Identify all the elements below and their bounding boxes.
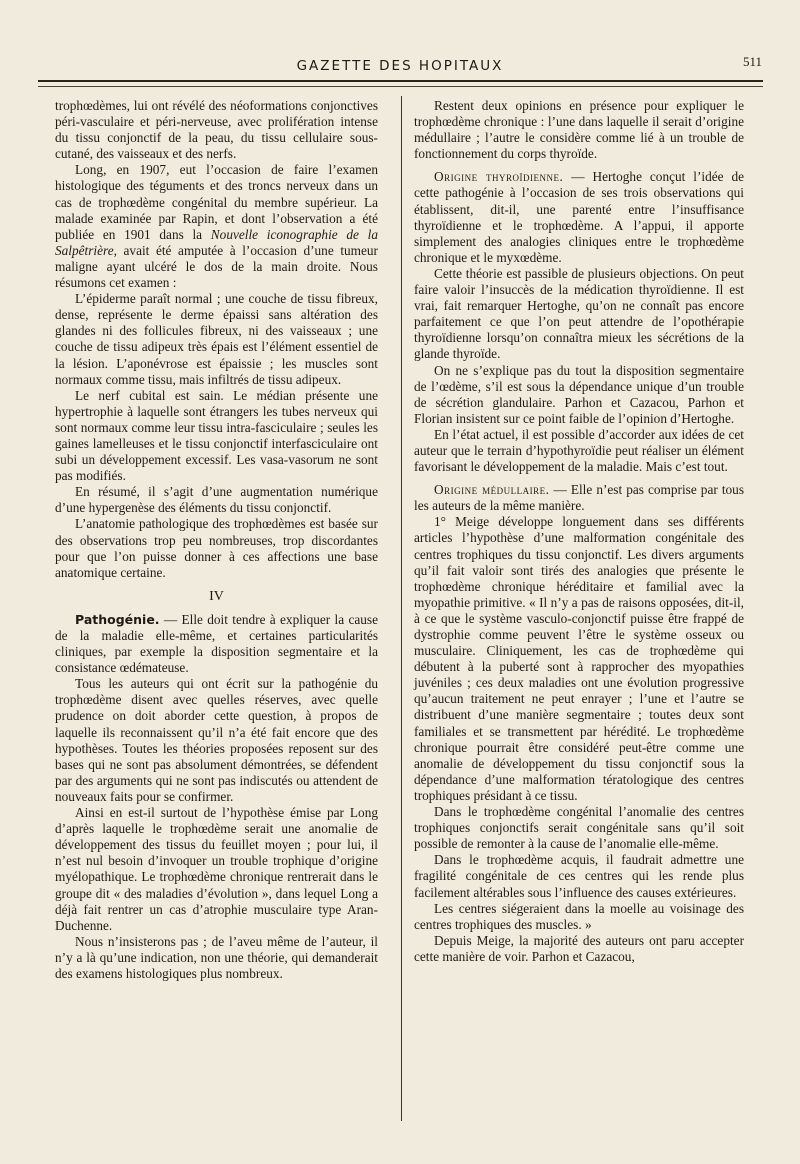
subsection-heading: Pathogénie. [75,611,160,627]
paragraph: On ne s’explique pas du tout la disposition segmentaire de l’œdème, s’il est sous la dépendance unique d’un trouble de sécrétion glandulaire. Parhon et Cazacou, Parhon et Florian insistent sur ce point faible de l’opinion d’Hertoghe. [414,362,744,426]
left-column [55,98,378,982]
paragraph [55,612,378,676]
text: — Hertoghe conçut l’idée de cette pathogénie à l’occasion de ses trois observations qui établissent, dit-il, une parenté entre l’insuffisance thyroïdienne et le trophœdème. A l’appui, il apporte simplement des analogies cliniques entre le trophœdème chronique et le myxœdème. [414,169,745,265]
paragraph: Restent deux opinions en présence pour expliquer le trophœdème chronique : l’une dans laquelle il serait d’origine médullaire ; l’autre le considère comme lié à un trouble de fonctionnement du corps thyroïde. [414,98,744,162]
paragraph: trophœdèmes, lui ont révélé des néoformations conjonctives péri-vasculaire et péri-nerveuse, avec prolifération intense du tissu conjonctif de la peau, du tissu cellulaire sous-cutané, des vaisseaux et des nerfs. [55,98,378,162]
paragraph: Nous n’insisterons pas ; de l’aveu même de l’auteur, il n’y a là qu’une indication, non une théorie, qui demanderait des examens histologiques plus nombreux. [55,933,378,981]
paragraph: Dans le trophœdème acquis, il faudrait admettre une fragilité congénitale de ces centres qui les rende plus facilement altérables sous l’influence des causes extérieures. [414,852,744,900]
paragraph: Cette théorie est passible de plusieurs objections. On peut faire valoir l’insuccès de la médication thyroïdienne. Il est vrai, fait remarquer Hertoghe, qu’on ne connaît pas encore parfaitement ce que l’on peut attendre de l’opothérapie thyroïdienne lorsqu’on connaîtra mieux les sécrétions de la glande thyroïde. [414,265,744,362]
text: , avait été amputée à l’occasion d’une tumeur maligne ayant ulcéré le dos de la main droite. Nous résumons cet examen : [55,242,378,291]
subsection-heading: Origine médullaire. [434,482,550,498]
text: — Elle doit tendre à expliquer la cause de la maladie elle-même, et certaines particularités cliniques, par exemple la disposition segmentaire et la consistance œdémateuse. [55,611,378,676]
paragraph: Ainsi en est-il surtout de l’hypothèse émise par Long d’après laquelle le trophœdème serait une anomalie de développement des tissus du feuillet moyen ; pour lui, il n’est nul besoin d’invoquer un trouble trophique d’origine myélopathique. Le trophœdème chronique rentrerait dans le groupe dit « des maladies d’évolution », dans lequel Long a déjà fait rentrer un cas d’atrophie musculaire type Aran-Duchenne. [55,805,378,933]
paragraph [55,162,378,291]
paragraph: L’épiderme paraît normal ; une couche de tissu fibreux, dense, représente le derme épaissi sans altération des glandes ni des follicules fibreux, ni des vaisseaux ; une couche de tissu adipeux très épais est l’élément essentiel de la lésion. L’aponévrose est épaissie ; les muscles sont normaux comme tissu, mais infiltrés de tissu adipeux. [55,291,378,387]
section-heading: IV [209,588,224,604]
page-number: 511 [742,54,762,69]
column-divider [401,96,402,1121]
paragraph: En résumé, il s’agit d’une augmentation numérique d’une hypergenèse des éléments du tissu conjonctif. [55,484,378,516]
header-rule-thin [38,86,763,87]
paragraph: Depuis Meige, la majorité des auteurs ont paru accepter cette manière de voir. Parhon et Cazacou, [414,932,744,964]
paragraph: En l’état actuel, il est possible d’accorder aux idées de cet auteur que le terrain d’hypothyroïdie peut réaliser un élément favorisant le développement de la maladie. Mais c’est tout. [414,426,744,475]
paragraph: 1° Meige développe longuement dans ses différents articles l’hypothèse d’une malformation congénitale des centres trophiques du tissu conjonctif. Les divers arguments qu’il fait valoir sont tirés des analogies que présente le trophœdème chronique héréditaire et familial avec la myopathie primitive. « Il n’y a pas de raisons opposées, dit-il, à ce que le système vasculo-conjonctif puisse être frappé de dystrophie comme peuvent l’être le système osseux ou musculaire. Cliniquement, les cas de trophœdème qui débutent à la puberté sont à rapprocher des myopathies juvéniles ; ces deux maladies ont une évolution progressive qu’aucun traitement ne peut enrayer ; l’une et l’autre se distribuent d’une manière segmentaire ; toutes deux sont familiales et se transmettent par hérédité. Le trophœdème chronique pourrait être considéré peut-être comme une anomalie de développement du tissu conjonctif sous la dépendance d’une malformation tératologique des centres trophiques présidant à ce tissu. [414,514,744,803]
paragraph: L’anatomie pathologique des trophœdèmes est basée sur des observations trop peu nombreuses, trop discordantes pour que l’on puisse donner à ces affections une base anatomique certaine. [55,516,378,580]
header-rule-thick [38,80,763,82]
journal-title: Nouvelle iconographie de la Salpêtrière [55,226,378,258]
paragraph [414,169,744,266]
paragraph: Dans le trophœdème congénital l’anomalie des centres trophiques conjonctifs serait congénitale sans qu’il soit possible de remonter à la cause de l’anomalie elle-même. [414,804,744,852]
page-title: GAZETTE DES HOPITAUX [296,58,504,74]
text: Long, en 1907, eut l’occasion de faire l’examen histologique des téguments et des troncs nerveux dans un cas de trophœdème congénital du membre supérieur. La malade examinée par Rapin, et dont l’observation a été publiée en 1901 dans la [55,162,378,242]
paragraph: Les centres siégeraient dans la moelle au voisinage des centres trophiques des muscles. » [414,900,744,932]
paragraph: Tous les auteurs qui ont écrit sur la pathogénie du trophœdème disent avec quelles réserves, avec quelle prudence on doit aborder cette question, à propos de laquelle ils reconnaissent qu’il n’a été fait encore que des hypothèses. Toutes les théories proposées reposent sur des bases qui ne sont pas absolument démontrées, se défendent par des arguments qui ne sont pas indiscutés ou attendent de nouveaux faits pour se confirmer. [55,676,378,804]
right-column [414,98,744,965]
paragraph [414,482,744,514]
text: — Elle n’est pas comprise par tous les auteurs de la même manière. [414,482,744,514]
subsection-heading: Origine thyroïdienne. [434,169,564,185]
paragraph: Le nerf cubital est sain. Le médian présente une hypertrophie à laquelle sont étrangers les tubes nerveux qui sont normaux comme leur tissu intra-fasciculaire ; seules les gaines lamelleuses et le tissu conjonctif interfasciculaire ont subi un développement excessif. Les vasa-vasorum ne sont pas modifiés. [55,387,378,484]
